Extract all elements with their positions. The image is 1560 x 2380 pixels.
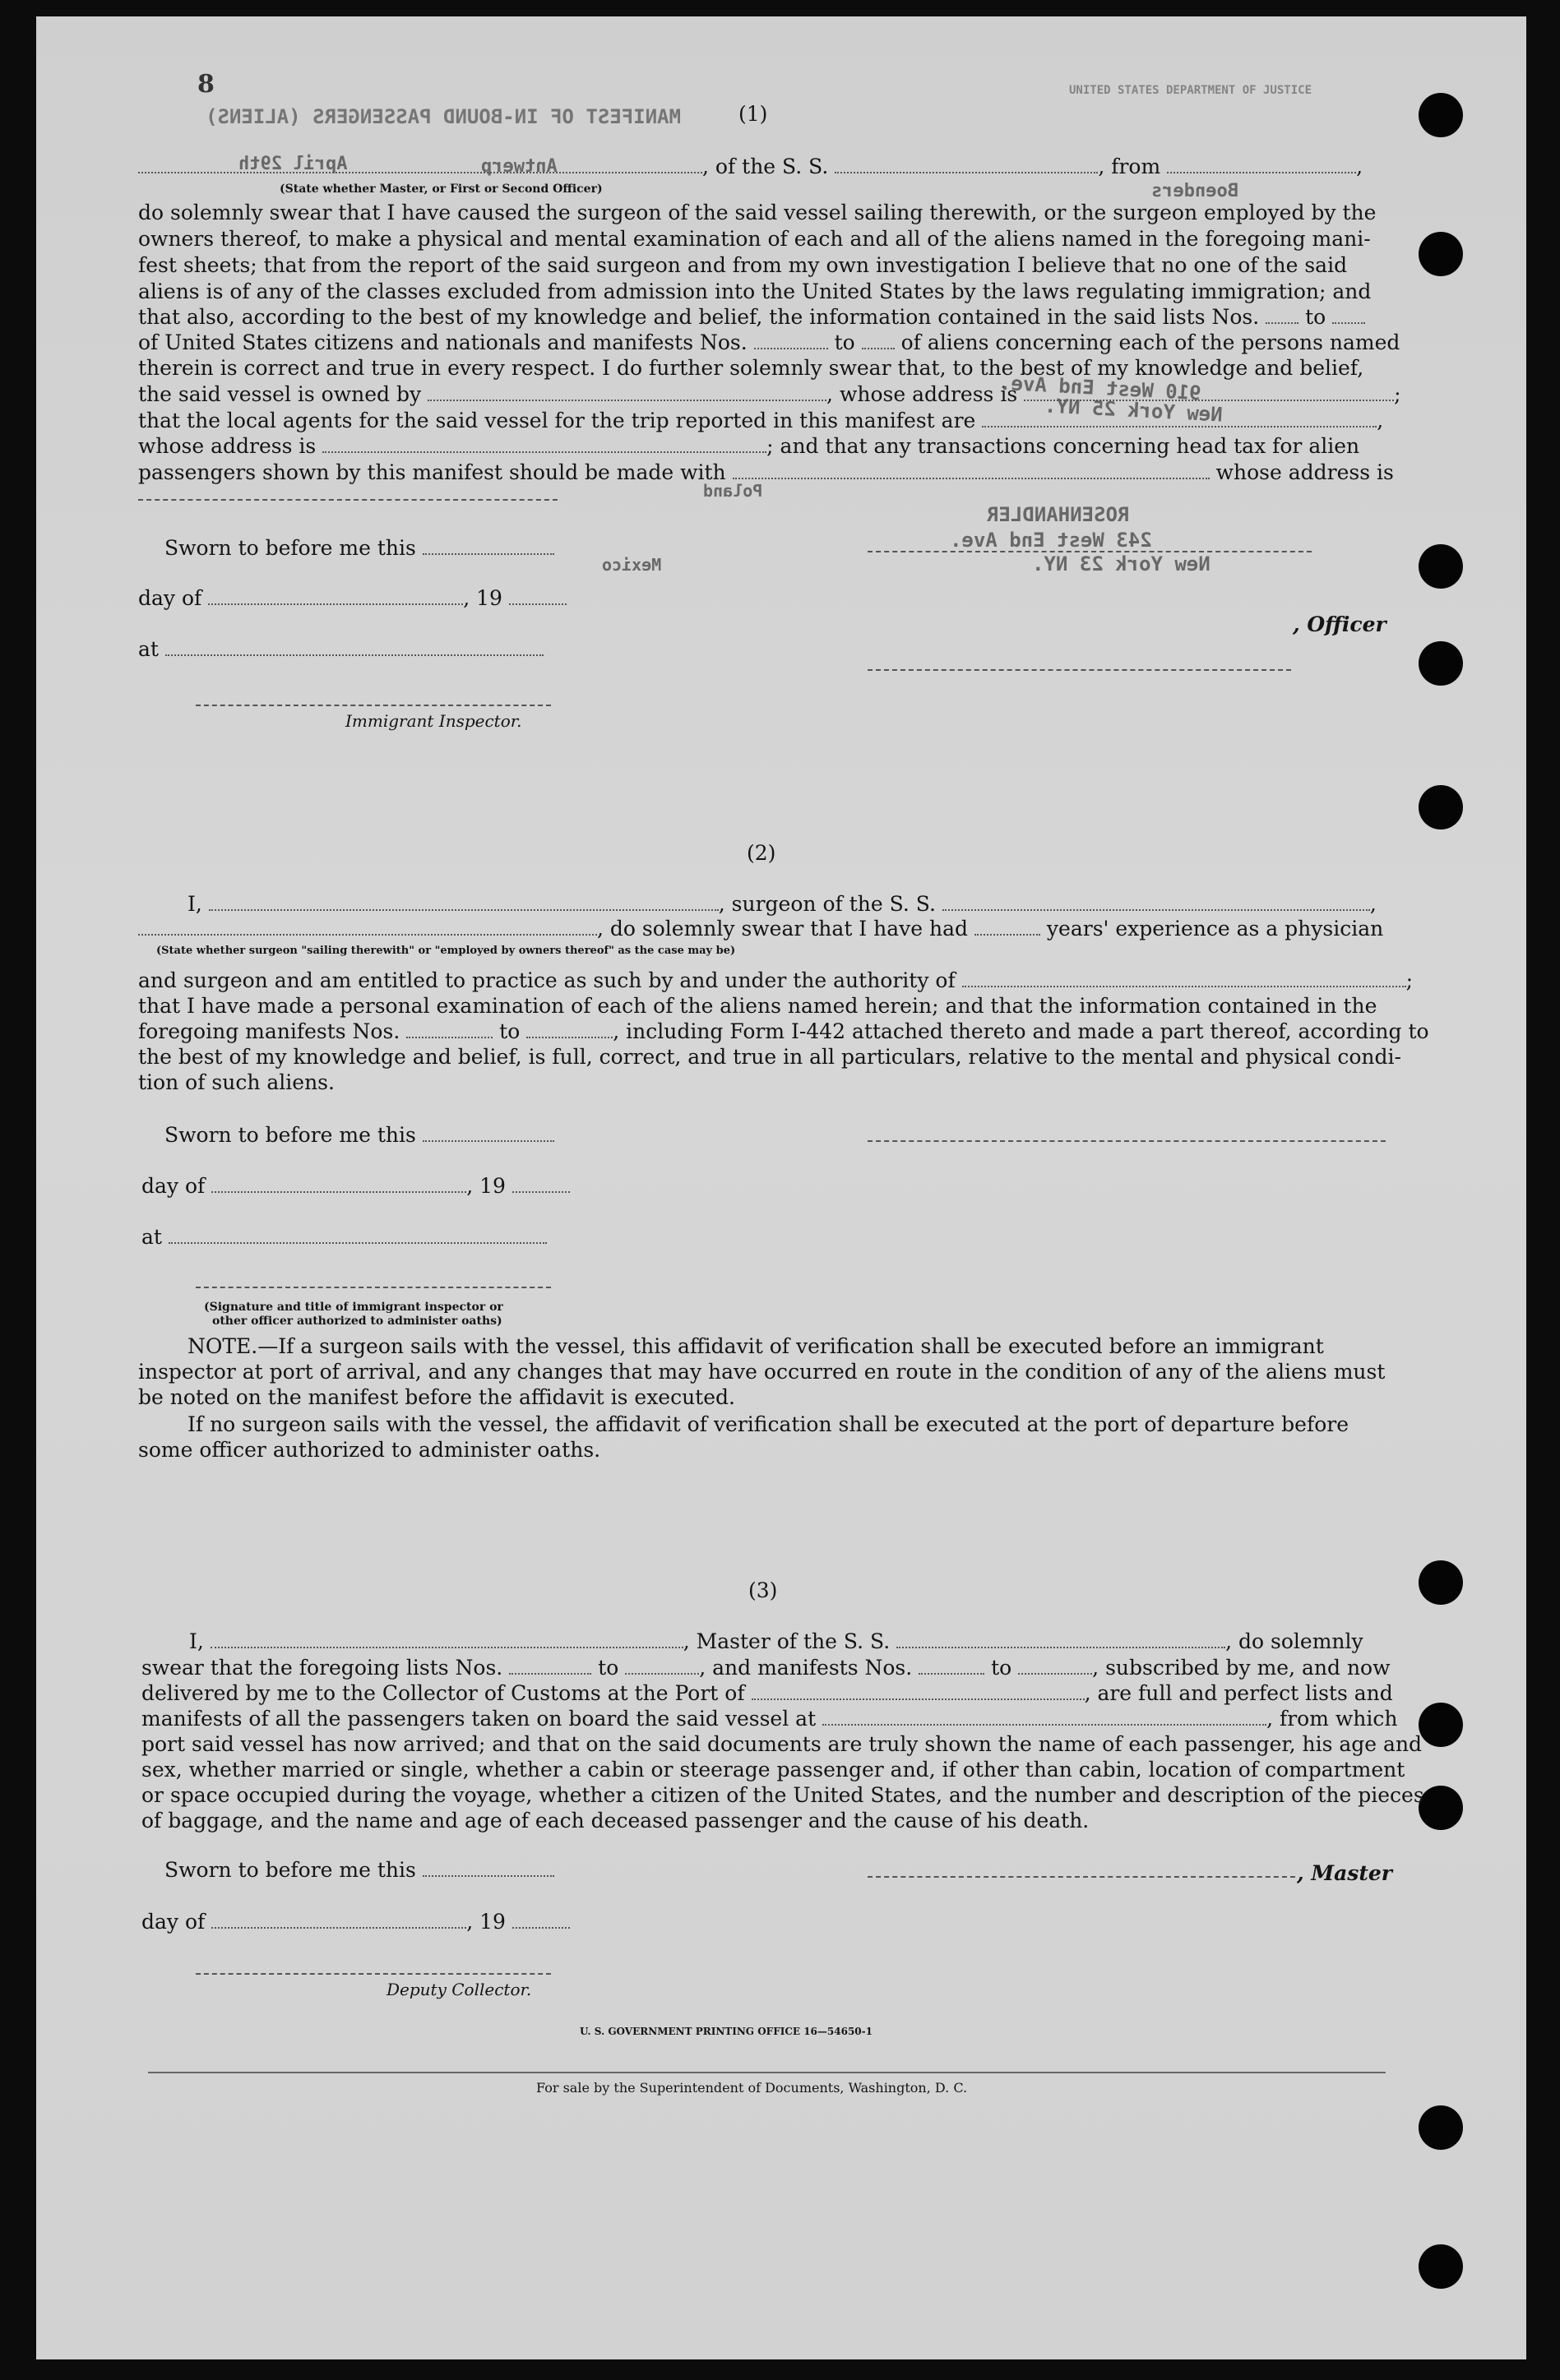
note-line-1: NOTE.—If a surgeon sails with the vessel, this affidavit of verification shall be executed before an immigrant	[187, 1334, 1324, 1358]
handwritten-date: April 29th	[238, 154, 348, 174]
handwritten-agent-city: New York 23 NY.	[1032, 552, 1211, 575]
inspector-signature-line[interactable]	[196, 705, 551, 706]
handwritten-agent-address: 243 West End Ave.	[950, 529, 1152, 552]
s1-sworn: Sworn to before me this	[164, 536, 554, 561]
s2-sig-note-1: (Signature and title of immigrant inspector or	[204, 1301, 503, 1314]
s2-inspector-line[interactable]	[196, 1287, 551, 1288]
s2-line-b: , do solemnly swear that I have had years' experience as a physician	[138, 917, 1383, 941]
sale-line: For sale by the Superintendent of Documents, Washington, D. C.	[536, 2080, 968, 2096]
note-line-4: If no surgeon sails with the vessel, the affidavit of verification shall be executed at the port of departure before	[187, 1412, 1349, 1436]
stamp-notes: UNITED STATES DEPARTMENT OF JUSTICE	[1069, 84, 1312, 97]
s3-line-4: manifests of all the passengers taken on board the said vessel at , from which	[141, 1707, 1398, 1731]
handwritten-agent-name: ROSENHANDLER	[987, 503, 1130, 526]
s3-line-8: of baggage, and the name and age of each deceased passenger and the cause of his death.	[141, 1809, 1090, 1832]
master-label: , Master	[1297, 1861, 1392, 1885]
note-line-2: inspector at port of arrival, and any changes that may have occurred en route in the condition of any of the aliens must	[138, 1360, 1386, 1384]
s2-line-2: that I have made a personal examination of each of the aliens named herein; and that the information contained in the	[138, 994, 1377, 1018]
s2-line-5: tion of such aliens.	[138, 1070, 335, 1094]
master-signature-line[interactable]	[868, 1876, 1295, 1878]
title-note: (State whether Master, or First or Second Officer)	[280, 183, 603, 196]
binder-hole	[1419, 1786, 1463, 1830]
binder-hole	[1419, 544, 1463, 589]
s1-line-1: do solemnly swear that I have caused the surgeon of the said vessel sailing therewith, or the surgeon employed by the	[138, 201, 1377, 224]
s1-line-8: the said vessel is owned by , whose address is ;	[138, 382, 1401, 406]
s2-day: day of , 19	[141, 1174, 570, 1199]
binder-hole	[1419, 93, 1463, 137]
s1-line-7: therein is correct and true in every respect. I do further solemnly swear that, to the best of my knowledge and belief,	[138, 356, 1364, 380]
s3-line-3: delivered by me to the Collector of Customs at the Port of , are full and perfect lists and	[141, 1681, 1393, 1705]
head-tax-line[interactable]	[733, 473, 1210, 479]
section-2-number: (2)	[747, 841, 776, 865]
s1-line-5: that also, according to the best of my knowledge and belief, the information contained in the said lists Nos. to	[138, 305, 1365, 330]
agents-address-line[interactable]	[322, 446, 766, 453]
reversed-header-bleed: MANIFEST OF IN-BOUND PASSENGERS (ALIENS)	[206, 105, 681, 128]
s1-at: at	[138, 637, 544, 662]
s2-line-4: the best of my knowledge and belief, is full, correct, and true in all particulars, relative to the mental and physical condi-	[138, 1045, 1401, 1069]
s1-line-10: whose address is ; and that any transactions concerning head tax for alien	[138, 434, 1360, 458]
handwritten-country-1: Poland	[703, 481, 763, 501]
note-line-5: some officer authorized to administer oaths.	[138, 1438, 601, 1462]
s3-sworn: Sworn to before me this	[164, 1858, 554, 1883]
s2-sig-note-2: other officer authorized to administer oaths)	[212, 1315, 502, 1328]
s3-day: day of , 19	[141, 1910, 570, 1934]
handwritten-from: Boenders	[1151, 181, 1238, 201]
binder-hole	[1419, 785, 1463, 830]
surgeon-signature-line[interactable]	[868, 1140, 1386, 1142]
head-tax-address-line[interactable]	[138, 499, 558, 501]
collector-label: Deputy Collector.	[387, 1980, 532, 1999]
s2-note: (State whether surgeon "sailing therewith" or "employed by owners thereof" as the case may be)	[156, 945, 736, 957]
owner-line[interactable]	[428, 395, 826, 401]
officer-signature-line[interactable]	[868, 551, 1312, 552]
s3-line-7: or space occupied during the voyage, whether a citizen of the United States, and the number and description of the pieces	[141, 1783, 1424, 1807]
s3-line-5: port said vessel has now arrived; and that on the said documents are truly shown the name of each passenger, his age and	[141, 1732, 1423, 1756]
gpo-line: U. S. GOVERNMENT PRINTING OFFICE 16—54650-1	[580, 2026, 873, 2037]
s1-line-3: fest sheets; that from the report of the said surgeon and from my own investigation I believe that no one of the said	[138, 253, 1348, 277]
page-number: 8	[197, 70, 215, 99]
s3-line-6: sex, whether married or single, whether a cabin or steerage passenger and, if other than cabin, location of compartment	[141, 1758, 1405, 1782]
binder-hole	[1419, 2105, 1463, 2150]
s2-line-1: and surgeon and am entitled to practice as such by and under the authority of ;	[138, 968, 1414, 992]
s1-line-11: passengers shown by this manifest should be made with whose address is	[138, 460, 1394, 484]
s1-line-4: aliens is of any of the classes excluded from admission into the United States by the laws regulating immigration; and	[138, 280, 1372, 303]
section-1-number: (1)	[738, 102, 768, 126]
binder-hole	[1419, 232, 1463, 276]
inspector-label: Immigrant Inspector.	[345, 711, 522, 731]
footer-rule	[148, 2072, 1386, 2073]
handwritten-country-2: Mexico	[602, 555, 662, 575]
s2-line-3: foregoing manifests Nos. to , including Form I-442 attached thereto and made a part thereof, according to	[138, 1019, 1429, 1043]
officer-title-line[interactable]	[138, 167, 702, 173]
from-port-line[interactable]	[1167, 167, 1356, 173]
binder-hole	[1419, 2244, 1463, 2289]
of-ss-label: , of the S. S. , from ,	[138, 155, 1363, 179]
binder-hole	[1419, 641, 1463, 686]
vessel-name-line[interactable]	[835, 167, 1098, 173]
handwritten-owner-city: New York 25 NY.	[1044, 394, 1224, 427]
note-line-3: be noted on the manifest before the affidavit is executed.	[138, 1385, 735, 1409]
section-3-number: (3)	[748, 1578, 778, 1602]
binder-hole	[1419, 1703, 1463, 1747]
s3-line-2: swear that the foregoing lists Nos. to , and manifests Nos. to , subscribed by me, and now	[141, 1656, 1391, 1680]
s1-line-9: that the local agents for the said vessel for the trip reported in this manifest are ,	[138, 409, 1384, 432]
binder-hole	[1419, 1560, 1463, 1605]
handwritten-owner-address: 910 West End Ave.	[998, 371, 1202, 405]
officer-line[interactable]	[868, 669, 1291, 671]
collector-signature-line[interactable]	[196, 1973, 551, 1975]
s3-line-1: I, , Master of the S. S. , do solemnly	[189, 1629, 1363, 1653]
s1-day: day of , 19	[138, 586, 567, 611]
officer-label: , Officer	[1293, 612, 1386, 636]
s2-at: at	[141, 1225, 547, 1250]
s2-line-a: I, , surgeon of the S. S. ,	[187, 892, 1377, 916]
s1-line-6: of United States citizens and nationals and manifests Nos. to of aliens concerning each of the persons named	[138, 330, 1400, 354]
s2-sworn: Sworn to before me this	[164, 1123, 554, 1148]
handwritten-port: Antwerp	[481, 156, 558, 177]
s1-line-2: owners thereof, to make a physical and mental examination of each and all of the aliens named in the foregoing mani-	[138, 227, 1371, 251]
